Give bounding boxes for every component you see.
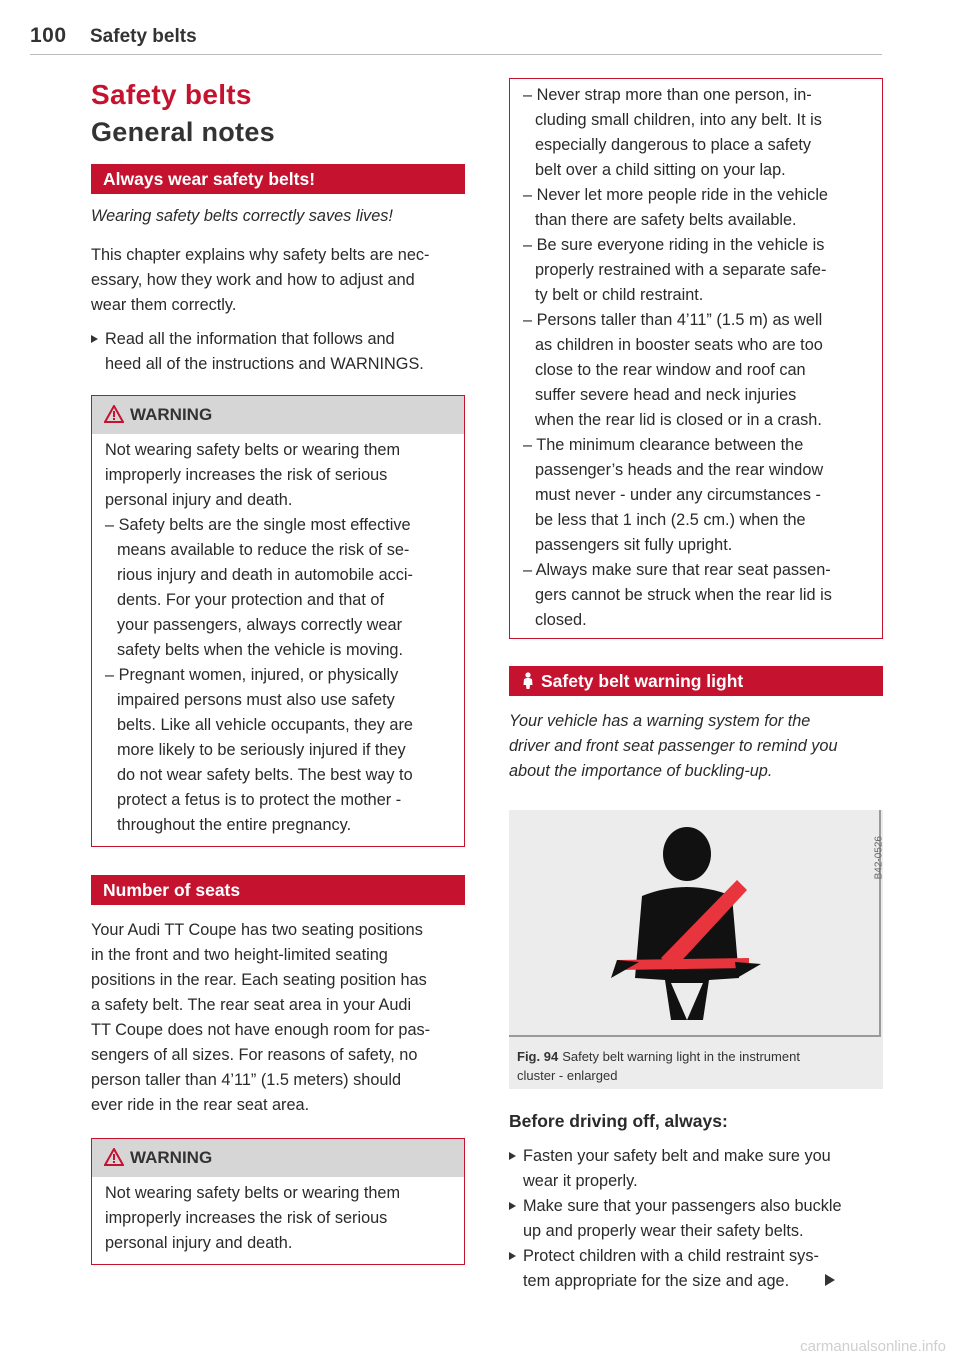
paragraph-seating: Your Audi TT Coupe has two seating positions in the front and two height-limited seating positions in the rear. Each seating position has a safety belt. The rear seat area in your Audi TT Coupe does not have enough room for pas- sengers of all sizes. For reasons of safety, no person taller than 4’11” (1.5 meters) should ever ride in the rear seat area. — [91, 921, 431, 1114]
topic-bar-belt-warning-light: Safety belt warning light — [509, 666, 883, 696]
page-number: 100 — [30, 24, 67, 47]
warning-box-1 — [91, 395, 465, 847]
warning-box-2 — [91, 1138, 465, 1265]
arrow-bullet-icon — [91, 335, 98, 343]
arrow-bullet-icon — [509, 1202, 516, 1210]
warning-bullet: – Pregnant women, injured, or physically impaired persons must also use safety belts. Like all vehicle occupants, they are more likely to be seriously injured if they do not wear safety belts. The best way to protect a fetus is to protect the mother - throughout the entire pregnancy. — [105, 666, 413, 834]
figure-caption: Fig. 94 Safety belt warning light in the instrument cluster - enlarged — [517, 1049, 800, 1083]
figure-code: B42-0526 — [873, 836, 884, 880]
instruction-read-all: Read all the information that follows and heed all of the instructions and WARNINGS. — [91, 327, 465, 377]
chapter-title: Safety belts — [91, 79, 252, 110]
topic-bar-always-wear: Always wear safety belts! — [91, 164, 465, 194]
watermark: carmanualsonline.info — [800, 1338, 946, 1355]
list-item: Protect children with a child restraint sys- tem appropriate for the size and age. — [509, 1244, 883, 1294]
warning-bullet: – Always make sure that rear seat passen- gers cannot be struck when the rear lid is closed. — [523, 561, 832, 629]
warning-bullet: – Never strap more than one person, in- cluding small children, into any belt. It is especially dangerous to place a safety belt over a child sitting on your lap. — [523, 86, 822, 179]
warning-bullet: – The minimum clearance between the passenger’s heads and the rear window must never - under any circumstances - be less that 1 inch (2.5 cm.) when the passengers sit fully upright. — [523, 436, 824, 554]
steps-list — [509, 1144, 883, 1294]
warning-bullet: – Be sure everyone riding in the vehicle is properly restrained with a separate safe- ty belt or child restraint. — [523, 236, 827, 304]
running-section-title: Safety belts — [90, 26, 197, 47]
warning-body: Not wearing safety belts or wearing them improperly increases the risk of serious personal injury and death. – Safety belts are the single most effective means available to reduce the risk of se- rious injury and death in automobile acci- dents. For your protection and that of your passengers, always correctly wear safety belts when the vehicle is moving. – Pregnant women, injured, or physically impaired persons must also use safety belts. Like all vehicle occupants, they are more likely to be seriously injured if they do not wear safety belts. The best way to protect a fetus is to protect the mother - throughout the entire pregnancy. — [92, 434, 464, 846]
warning-header: WARNING — [92, 396, 464, 434]
warning-continuation-box — [509, 78, 883, 639]
list-item: Make sure that your passengers also buckle up and properly wear their safety belts. — [509, 1194, 883, 1244]
right-column — [509, 78, 883, 1294]
figure-label: Fig. 94 — [517, 1049, 559, 1064]
paragraph-chapter-explains: This chapter explains why safety belts are nec- essary, how they work and how to adjust and wear them correctly. — [91, 246, 430, 314]
figure-94 — [509, 810, 883, 1089]
arrow-bullet-icon — [509, 1252, 516, 1260]
seatbelt-icon — [521, 672, 535, 690]
warning-header: WARNING — [92, 1139, 464, 1177]
list-item: Fasten your safety belt and make sure you wear it properly. — [509, 1144, 883, 1194]
topic-bar-number-of-seats: Number of seats — [91, 875, 465, 905]
warning-body: Not wearing safety belts or wearing them improperly increases the risk of serious personal injury and death. — [105, 1184, 401, 1252]
before-driving-heading: Before driving off, always: — [509, 1111, 728, 1131]
topic-intro-warning-light: Your vehicle has a warning system for the driver and front seat passenger to remind you about the importance of buckling-up. — [509, 712, 838, 780]
section-title: General notes — [91, 117, 275, 147]
seatbelt-warning-light-icon — [509, 810, 881, 1037]
figure-image — [509, 810, 884, 1037]
left-column — [91, 78, 465, 1265]
topic-intro: Wearing safety belts correctly saves lives! — [91, 207, 393, 225]
continue-arrow-icon — [825, 1274, 835, 1286]
warning-bullet: – Persons taller than 4’11” (1.5 m) as well as children in booster seats who are too close to the rear window and roof can suffer severe head and neck injuries when the rear lid is closed or in a crash. — [523, 311, 823, 429]
warning-bullet: – Never let more people ride in the vehicle than there are safety belts available. — [523, 186, 828, 229]
warning-triangle-icon — [104, 1148, 124, 1166]
arrow-bullet-icon — [509, 1152, 516, 1160]
warning-triangle-icon — [104, 405, 124, 423]
warning-bullet: – Safety belts are the single most effective means available to reduce the risk of se- rious injury and death in automobile acci- dents. For your protection and that of your passengers, always correctly wear safety belts when the vehicle is moving. — [105, 516, 413, 659]
page-header — [30, 24, 882, 55]
